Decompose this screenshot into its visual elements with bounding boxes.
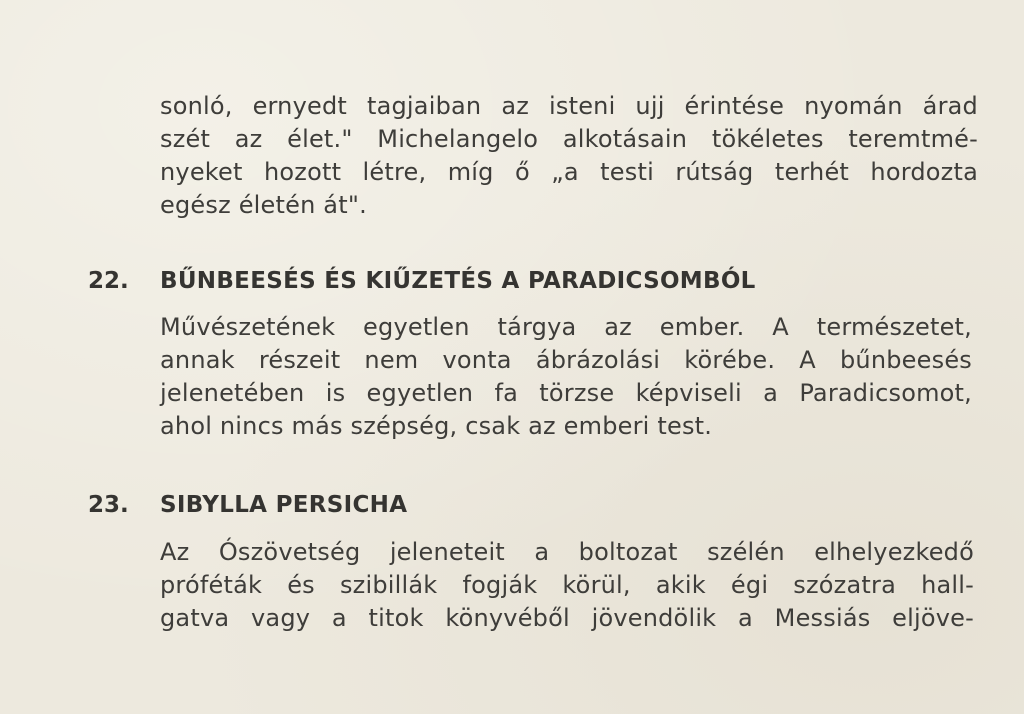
text-line: Az Ószövetség jeleneteit a boltozat szélén elhelyezkedő [160, 538, 974, 566]
section-heading: BŰNBEESÉS ÉS KIŰZETÉS A PARADICSOMBÓL [160, 268, 756, 294]
paragraph-section-23 [160, 536, 974, 635]
text-line: Művészetének egyetlen tárgya az ember. A természetet, [160, 313, 972, 341]
section-number: 23. [88, 492, 129, 518]
text-line: szét az élet." Michelangelo alkotásain tökéletes teremtmé- [160, 125, 978, 153]
text-line: sonló, ernyedt tagjaiban az isteni ujj érintése nyomán árad [160, 92, 978, 120]
text-line: ahol nincs más szépség, csak az emberi test. [160, 412, 713, 440]
text-line: egész életén át". [160, 191, 367, 219]
paragraph-section-22 [160, 311, 972, 443]
text-line: annak részeit nem vonta ábrázolási körébe. A bűnbeesés [160, 346, 972, 374]
paragraph-intro [160, 90, 978, 222]
section-number: 22. [88, 268, 129, 294]
section-heading: SIBYLLA PERSICHA [160, 492, 408, 518]
text-line: próféták és szibillák fogják körül, akik égi szózatra hall- [160, 571, 974, 599]
text-line: gatva vagy a titok könyvéből jövendölik a Messiás eljöve- [160, 604, 974, 632]
text-line: jelenetében is egyetlen fa törzse képviseli a Paradicsomot, [160, 379, 972, 407]
text-line: nyeket hozott létre, míg ő „a testi rútság terhét hordozta [160, 158, 978, 186]
